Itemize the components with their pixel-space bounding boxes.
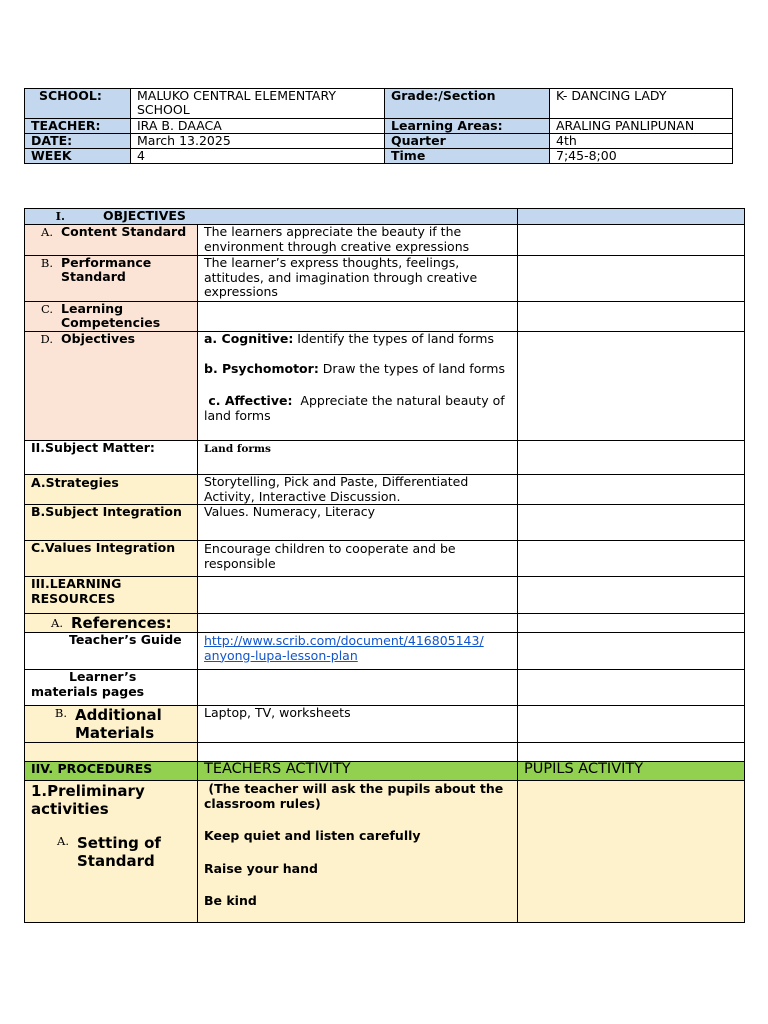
teachers-guide-link-line2[interactable]: anyong-lupa-lesson-plan	[204, 647, 358, 663]
teachers-guide-link-cell	[198, 633, 518, 670]
header-info-table	[24, 88, 733, 164]
spacer-row-cell-1	[25, 743, 198, 762]
cognitive-label: a. Cognitive:	[204, 331, 294, 346]
learning-resources-blank-2	[518, 577, 745, 614]
learning-areas-label: Learning Areas:	[385, 119, 550, 134]
preliminary-activities-label: 1.Preliminary activities	[31, 782, 145, 818]
school-label: SCHOOL:	[25, 89, 131, 119]
objectives-header-blank	[518, 209, 745, 225]
subject-matter-label: II.Subject Matter:	[25, 441, 198, 475]
performance-standard-value: The learner’s express thoughts, feelings, attitudes, and imagination through creative expressions	[198, 256, 518, 302]
references-label: References:	[71, 614, 172, 632]
content-standard-value: The learners appreciate the beauty if the environment through creative expressions	[198, 225, 518, 256]
strategies-label: A.Strategies	[25, 475, 198, 505]
subject-integration-blank	[518, 505, 745, 541]
teachers-guide-blank	[518, 633, 745, 670]
objectives-header	[25, 209, 518, 225]
performance-standard-marker: B.	[40, 256, 53, 270]
psychomotor-label: b. Psychomotor:	[204, 360, 319, 376]
additional-materials-value: Laptop, TV, worksheets	[198, 706, 518, 743]
objectives-title: OBJECTIVES	[103, 208, 186, 223]
objectives-list-cell	[198, 332, 518, 441]
content-standard-blank	[518, 225, 745, 256]
school-value: MALUKO CENTRAL ELEMENTARY SCHOOL	[131, 89, 385, 119]
performance-standard-blank	[518, 256, 745, 302]
learning-resources-label: III.LEARNING RESOURCES	[25, 577, 198, 614]
quarter-value: 4th	[550, 134, 733, 149]
performance-standard-label: Performance Standard	[61, 255, 152, 284]
grade-section-label: Grade:/Section	[385, 89, 550, 119]
objectives-blank	[518, 332, 745, 441]
learners-materials-blank-2	[518, 670, 745, 706]
references-label-cell	[25, 614, 198, 633]
time-label: Time	[385, 149, 550, 164]
learners-materials-blank-1	[198, 670, 518, 706]
setting-standard-item	[31, 834, 193, 870]
values-integration-blank	[518, 541, 745, 577]
references-blank-2	[518, 614, 745, 633]
rule-1: Keep quiet and listen carefully	[204, 828, 421, 843]
date-value: March 13.2025	[131, 134, 385, 149]
date-label: DATE:	[25, 134, 131, 149]
cognitive-objective	[204, 332, 513, 347]
learning-competencies-marker: C.	[40, 302, 53, 316]
content-standard-label: Content Standard	[61, 224, 187, 239]
pupils-activity-header: PUPILS ACTIVITY	[518, 762, 745, 781]
cognitive-text: Identify the types of land forms	[293, 331, 494, 346]
objectives-item-marker: D.	[40, 332, 53, 346]
strategies-value: Storytelling, Pick and Paste, Differentiated Activity, Interactive Discussion.	[198, 475, 518, 505]
teacher-label: TEACHER:	[25, 119, 131, 134]
performance-standard-label-cell	[25, 256, 198, 302]
grade-section-value: K- DANCING LADY	[550, 89, 733, 119]
learning-competencies-blank	[518, 302, 745, 332]
quarter-label: Quarter	[385, 134, 550, 149]
learners-materials-label: Learner’s materials pages	[25, 670, 198, 706]
psychomotor-text: Draw the types of land forms	[318, 360, 505, 376]
spacer-row-cell-2	[198, 743, 518, 762]
references-blank-1	[198, 614, 518, 633]
objectives-item-label: Objectives	[61, 331, 136, 346]
time-value: 7;45-8;00	[550, 149, 733, 164]
setting-standard-label: Setting of Standard	[77, 834, 161, 870]
learning-areas-value: ARALING PANLIPUNAN	[550, 119, 733, 134]
additional-materials-marker: B.	[54, 706, 67, 720]
subject-integration-value: Values. Numeracy, Literacy	[198, 505, 518, 541]
teachers-activity-cell	[198, 781, 518, 923]
week-value: 4	[131, 149, 385, 164]
preliminary-activities-cell	[25, 781, 198, 923]
affective-text: Appreciate the natural beauty of land forms	[204, 393, 509, 423]
values-integration-label: C.Values Integration	[25, 541, 198, 577]
additional-materials-blank	[518, 706, 745, 743]
teachers-guide-link-line1[interactable]: http://www.scrib.com/document/416805143/	[204, 633, 484, 648]
objectives-number: I.	[55, 209, 65, 223]
setting-standard-marker: A.	[57, 834, 69, 848]
values-integration-value: Encourage children to cooperate and be responsible	[198, 541, 518, 577]
subject-matter-blank	[518, 441, 745, 475]
affective-label: c. Affective:	[204, 393, 293, 408]
strategies-blank	[518, 475, 745, 505]
teachers-activity-header: TEACHERS ACTIVITY	[198, 762, 518, 781]
spacer-row-cell-3	[518, 743, 745, 762]
lesson-plan-table	[24, 208, 745, 923]
week-label: WEEK	[25, 149, 131, 164]
objectives-label-cell	[25, 332, 198, 441]
procedures-label: IIV. PROCEDURES	[25, 762, 198, 781]
teachers-guide-label: Teacher’s Guide	[25, 633, 198, 670]
activity-intro: (The teacher will ask the pupils about the classroom rules)	[204, 781, 508, 811]
psychomotor-objective	[204, 362, 513, 377]
content-standard-label-cell	[25, 225, 198, 256]
teacher-value: IRA B. DAACA	[131, 119, 385, 134]
references-marker: A.	[51, 616, 63, 630]
subject-matter-value: Land forms	[204, 443, 271, 455]
affective-objective	[204, 394, 513, 423]
pupils-activity-cell	[518, 781, 745, 923]
learning-resources-blank-1	[198, 577, 518, 614]
rule-3: Be kind	[204, 893, 257, 908]
content-standard-marker: A.	[41, 225, 53, 239]
subject-matter-value-cell	[198, 441, 518, 475]
learning-competencies-label: Learning Competencies	[61, 301, 161, 330]
additional-materials-label: Additional Materials	[75, 706, 162, 742]
learning-competencies-value	[198, 302, 518, 332]
additional-materials-label-cell	[25, 706, 198, 743]
learning-competencies-label-cell	[25, 302, 198, 332]
rule-2: Raise your hand	[204, 860, 318, 876]
subject-integration-label: B.Subject Integration	[25, 505, 198, 541]
